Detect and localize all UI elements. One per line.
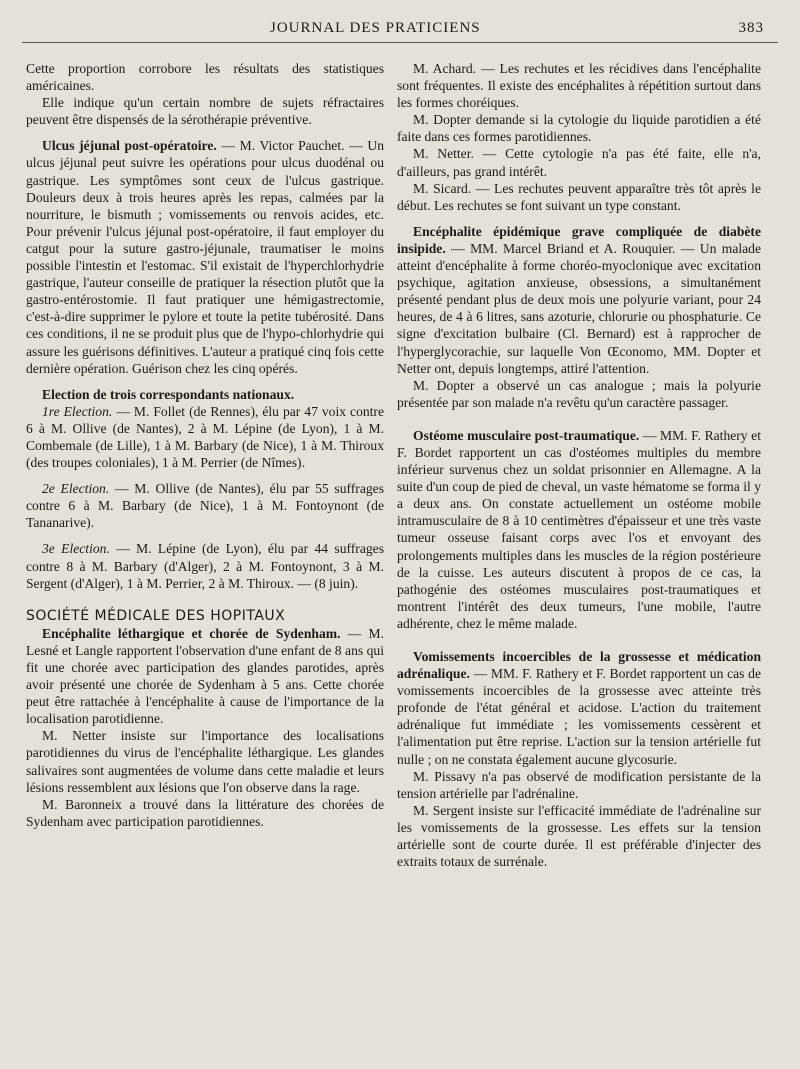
article-author: — M. Victor Pauchet. [221, 138, 345, 154]
paragraph: M. Netter insiste sur l'importance des localisations parotidiennes du virus de l'encéphalite léthargique. Les glandes salivaires sont augmentées de volume dans cette maladie et leurs lésions ressemblent aux lésions que l'on observe dans la rage. [26, 728, 384, 795]
paragraph: M. Sicard. — Les rechutes peuvent apparaître très tôt après le début. Les rechutes se font suivant un type constant. [397, 180, 761, 213]
paragraph: M. Achard. — Les rechutes et les récidives dans l'encéphalite sont fréquentes. Il existe des encéphalites à répétition surtout dans les formes choréiques. [397, 61, 761, 111]
paragraph: M. Sergent insiste sur l'efficacité immédiate de l'adrénaline sur les vomissements de la grossesse. Les effets sur la tension artérielle sont de courte durée. Il est préférable d'injecter des extraits totaux de surrénale. [397, 802, 761, 870]
article-diabete [397, 223, 761, 377]
paragraph: Cette proportion corrobore les résultats des statistiques américaines. [26, 61, 384, 94]
paragraph: M. Netter. — Cette cytologie n'a pas été faite, elle n'a, d'ailleurs, pas grand intérêt. [397, 146, 761, 179]
article-text: — MM. F. Rathery et F. Bordet rapportent un cas de vomissements incoercibles de la grossesse avec atteinte très profonde de l'état général et acidose. L'action du traitement adrénalique fut immédiate ; les vomissements cessèrent et l'alimentation put être reprise. L'action sur la tension artérielle fut nulle ; on ne constata également aucune glycosurie. [397, 666, 761, 767]
election-label: 2e Election. [42, 481, 110, 497]
election-second: 2e Election. — M. Ollive (de Nantes), élu par 55 suffrages contre 6 à M. Barbary (de Nice), 1 à M. Fontoynont (de Tananarive). [26, 481, 384, 531]
paragraph: M. Baronneix a trouvé dans la littérature des chorées de Sydenham avec participation parotidiennes. [26, 796, 384, 829]
article-heading: Encéphalite léthargique et chorée de Sydenham. [42, 625, 341, 641]
article-text: — MM. F. Rathery et F. Bordet rapportent un cas d'ostéomes multiples du membre inférieur survenus chez un soldat prisonnier en Allemagne. A la suite d'un coup de pied de cheval, un vaste hématome se forma il y a deux ans. On constate actuellement un ostéome mobile intramusculaire de 8 à 10 centimètres d'épaisseur et une très vaste tumeur osseuse faisant corps avec l'os et envoyant des prolongements multiples dans les muscles de la région postérieure de la cuisse. Les auteurs discutent à propos de ce cas, la pathogénie des ostéomes musculaires post-traumatiques et montrent l'intérêt des deux tumeurs, l'une mobile, l'autre adhérente, chez le même malade. [397, 427, 761, 631]
article-heading: Election de trois correspondants nationaux. [42, 386, 295, 402]
paragraph: Elle indique qu'un certain nombre de sujets réfractaires peuvent être dispensés de la sérothérapie préventive. [26, 95, 384, 128]
header-rule [22, 42, 778, 43]
paragraph: M. Dopter a observé un cas analogue ; mais la polyurie présentée par son malade n'a revêtu qu'un caractère passager. [397, 377, 761, 410]
article-text: — MM. Marcel Briand et A. Rouquier. — Un malade atteint d'encéphalite à forme choréo-myoclonique avec excitation psychique, agitation anxieuse, obsessions, a simultanément présenté pendant plus de deux mois une polyurie variant, pour 24 heures, de 4 à 6 litres, sans azoturie, chlorurie ou phosphaturie. Ce signe d'excitation bulbaire (Cl. Bernard) est à rapprocher de l'hyperglycorachie, sur laquelle Von Œconomo, MM. Dopter et Netter ont, depuis longtemps, attiré l'attention. [397, 240, 761, 376]
election-first: 1re Election. — M. Follet (de Rennes), élu par 47 voix contre 6 à M. Ollive (de Nantes), 2 à M. Lépine (de Lyon), 1 à M. Combemale (de Lille), 1 à M. Barbary (de Nice), 1 à M. Thiroux (des troupes coloniales), 1 à M. Perrier (de Nîmes). [26, 403, 384, 471]
election-label: 3e Election. [42, 541, 110, 557]
article-osteome [397, 427, 761, 632]
paragraph: M. Pissavy n'a pas observé de modification persistante de la tension artérielle par l'adrénaline. [397, 768, 761, 801]
article-heading: Ostéome musculaire post-traumatique. [413, 427, 640, 443]
article-vomissements [397, 648, 761, 768]
article-heading: Ulcus jéjunal post-opératoire. [42, 138, 217, 154]
section-title: SOCIÉTÉ MÉDICALE DES HOPITAUX [26, 607, 286, 624]
left-column [26, 60, 384, 830]
article-text: — M. Lesné et Langle rapportent l'observation d'une enfant de 8 ans qui fit une chorée avec participation des glandes parotides, après avoir présenté une chorée de Sydenham à 5 ans. Cette chorée peut être rattachée à l'encéphalite à cause de l'importance de la localisation parotidienne. [26, 625, 384, 727]
page-header [22, 20, 778, 44]
paragraph: M. Dopter demande si la cytologie du liquide parotidien a été faite dans ces formes parotidiennes. [397, 112, 761, 145]
article-heading: Encéphalite épidémique grave compliquée de diabète insipide. [397, 223, 761, 256]
article-encephalite [26, 625, 384, 728]
right-column [397, 60, 761, 870]
journal-title: JOURNAL DES PRATICIENS [270, 20, 481, 36]
article-ulcus [26, 137, 384, 376]
article-text: — Un ulcus jéjunal peut suivre les opérations pour ulcus duodénal ou gastrique. Les symptômes sont ceux de l'ulcus gastrique. Douleurs deux à trois heures après les repas, calmées par la nourriture, le bismuth ; vomissements ou renvois acides, etc. Pour prévenir l'ulcus jéjunal post-opératoire, il faut employer du catgut pour la suture gastro-jéjunale, traumatiser le moins possible l'intestin et l'estomac. S'il existait de l'hyperchlorhydrie gastrique, l'auteur conseille de pratiquer la résection plutôt que la gastro-entérostomie. Il faut pratiquer une hémigastrectomie, c'est-à-dire supprimer le pylore et toute la petite tubérosité. Dans ces conditions, il ne se produit plus que de l'hypo-chlorhydrie qui assure les guérisons définitives. L'auteur a pratiqué cinq fois cette dernière opération. Guérison chez les cinq opérés. [26, 138, 384, 376]
article-heading: Vomissements incoercibles de la grossesse et médication adrénalique. [397, 649, 761, 682]
election-third: 3e Election. — M. Lépine (de Lyon), élu par 44 suffrages contre 8 à M. Barbary (d'Alger), 2 à M. Fontoynont, 3 à M. Sergent (d'Alger), 1 à M. Perrier, 2 à M. Thiroux. — (8 juin). [26, 541, 384, 591]
election-label: 1re Election. [42, 403, 113, 419]
page-number: 383 [738, 20, 764, 36]
